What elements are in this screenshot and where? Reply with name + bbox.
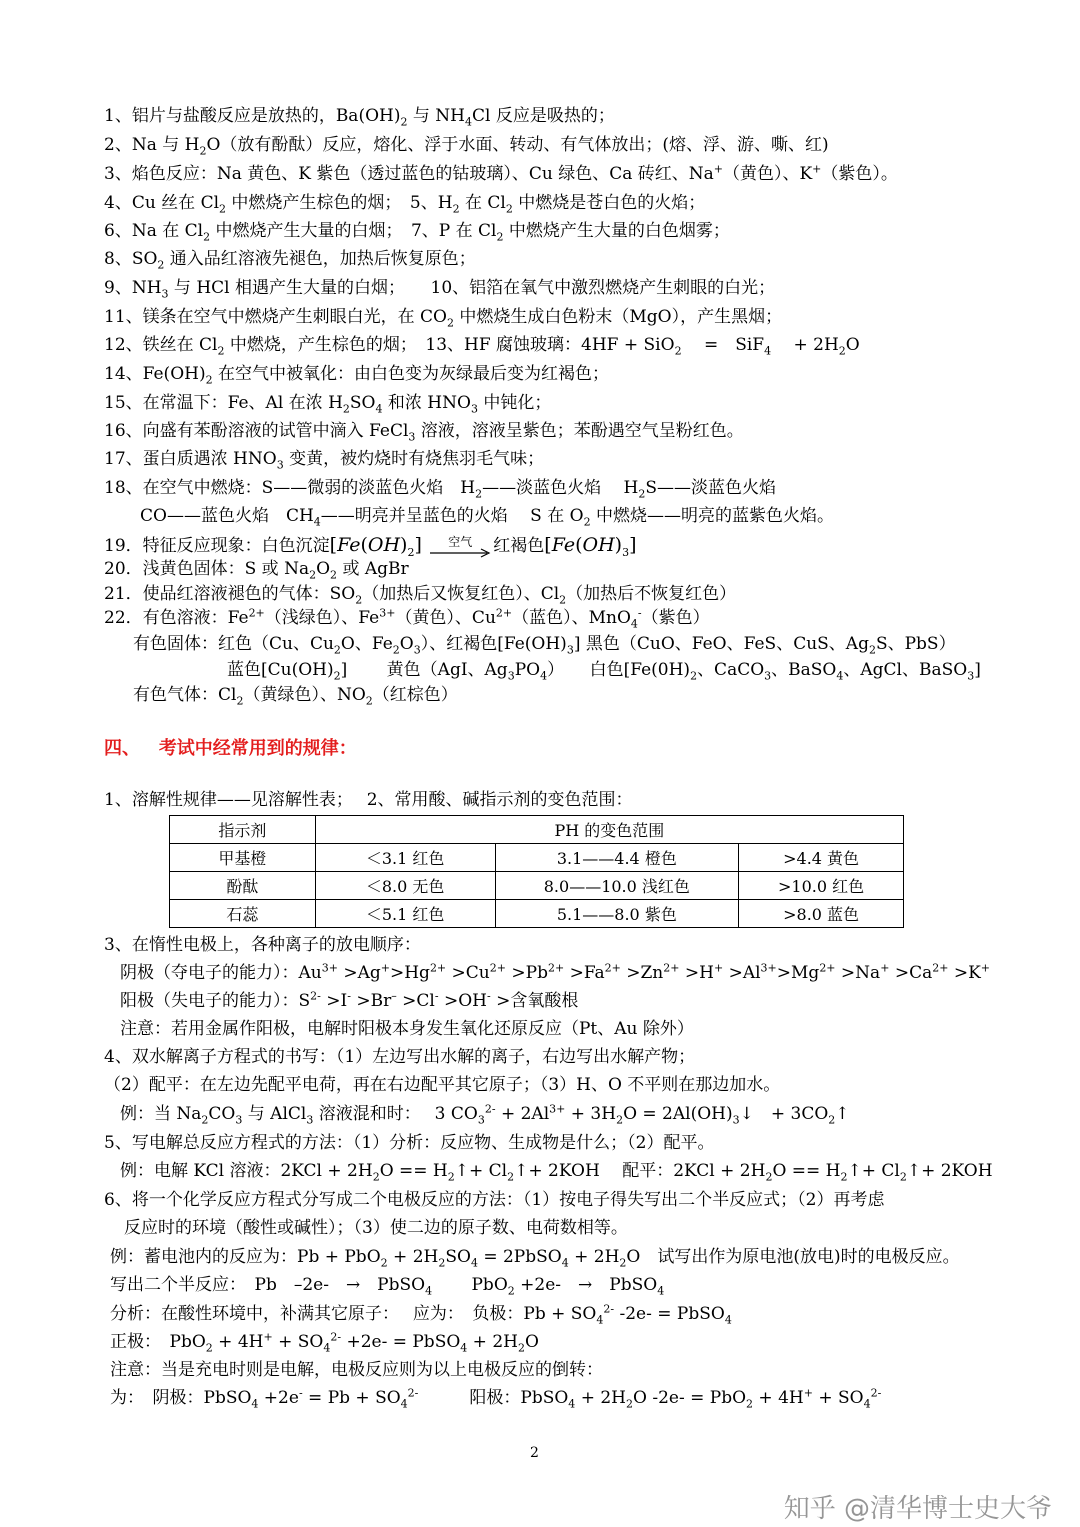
eq19-mid: 红褐色 <box>493 536 545 556</box>
text-line: 8、$SO_2$ 通入品红溶液先褪色，加热后恢复原色； <box>104 249 476 272</box>
text-line: 21．使品红溶液褪色的气体：$SO_2$（加热后又恢复红色）、$Cl_2$（加热后不恢复红色） <box>104 584 737 607</box>
text-line: （2）配平：在左边先配平电荷，再在右边配平其它原子；（3）H、O 不平则在那边加水。 <box>104 1075 781 1095</box>
table-cell: 8.0——10.0 浅红色 <box>495 872 739 900</box>
table-cell: >10.0 红色 <box>739 872 904 900</box>
table-cell: ＜3.1 红色 <box>315 844 495 872</box>
equation-line-19: 19．特征反应现象：白色沉淀$[Fe(OH)_2]$ 空气 红褐色$[Fe(OH)_3]$ <box>104 534 637 559</box>
watermark: 知乎 @清华博士史大爷 <box>783 1494 1052 1524</box>
indicator-table <box>169 815 904 928</box>
text-line: 有色气体：$Cl_2$（黄绿色）、$NO_2$（红棕色） <box>133 685 458 708</box>
text-line: 20．浅黄色固体：S 或 $Na_2O_2$ 或 AgBr <box>104 559 409 582</box>
text-line: 6、将一个化学反应方程式分写成二个电极反应的方法：（1）按电子得失写出二个半反应式；（2）再考虑 <box>104 1190 885 1210</box>
table-row <box>170 900 904 928</box>
right-arrow-icon <box>429 548 491 558</box>
table-cell: 3.1——4.4 橙色 <box>495 844 739 872</box>
text-line: 2、Na 与 $H_2O$（放有酚酞）反应，熔化、浮于水面、转动、有气体放出；(熔、浮、游、嘶、红) <box>104 135 829 158</box>
text-line: 注意：若用金属作阳极，电解时阳极本身发生氧化还原反应（Pt、Au 除外） <box>120 1019 694 1039</box>
text-line: 1、铝片与盐酸反应是放热的，$Ba(OH)_2$ 与 $NH_4Cl$ 反应是吸热的； <box>104 106 615 129</box>
table-header-row <box>170 816 904 844</box>
text-line: 有色固体：红色（Cu、$Cu_2O$、$Fe_2O_3$）、红褐色$[Fe(OH)_3]$ 黑色（CuO、FeO、FeS、CuS、$Ag_2S$、PbS） <box>133 634 956 657</box>
text-line: 14、$Fe(OH)_2$ 在空气中被氧化：由白色变为灰绿最后变为红褐色； <box>104 364 609 387</box>
text-line: 4、Cu 丝在 $Cl_2$ 中燃烧产生棕色的烟； 5、$H_2$ 在 $Cl_2$ 中燃烧是苍白色的火焰； <box>104 193 706 216</box>
text-line: 4、双水解离子方程式的书写：（1）左边写出水解的离子，右边写出水解产物； <box>104 1047 696 1067</box>
text-line: 阳极（失电子的能力）：$S^{2-} >I^- >Br^- >Cl^- >OH^-$ >含氧酸根 <box>120 989 579 1011</box>
reaction-arrow <box>429 536 491 558</box>
text-line: 反应时的环境（酸性或碱性）；（3）使二边的原子数、电荷数相等。 <box>124 1218 628 1238</box>
table-cell: ＜8.0 无色 <box>315 872 495 900</box>
table-header-cell: PH 的变色范围 <box>315 816 903 844</box>
text-line: 为： 阴极：PbSO$_4$ $+2e^- = Pb + SO_4^{2-}$ 阳极：PbSO$_4$ + $2H_2O$ $-2e- = PbO_2 + 4H^+ + SO_4^{2-}$ <box>110 1386 882 1411</box>
table-cell: 5.1——8.0 紫色 <box>495 900 739 928</box>
text-line: 例：当 $Na_2CO_3$ 与 AlCl$_3$ 溶液混和时： 3 $CO_3^{2-} + 2Al^{3+} + 3H_2O$ = $2Al(OH)_3↓$ + $3CO_2↑$ <box>120 1102 850 1127</box>
text-line: 正极： $PbO_2 + 4H^+ + SO_4^{2-} +2e-$ = PbSO$_4$ + $2H_2O$ <box>110 1330 539 1355</box>
section-heading <box>104 734 357 760</box>
text-line: 18、在空气中燃烧：S——微弱的淡蓝色火焰 $H_2——$淡蓝色火焰 $H_2S——$淡蓝色火焰 <box>104 478 776 501</box>
text-line: 阴极（夺电子的能力）：$Au^{3+} >Ag^+>Hg^{2+} >Cu^{2+} >Pb^{2+} >Fa^{2+} >Zn^{2+} >H^+ >Al^{3+}>Mg^{2+} >Na^+ >Ca^{2+} >K^+$ <box>120 961 991 983</box>
text-line: CO——蓝色火焰 $CH_4——$明亮并呈蓝色的火焰 S 在 $O_2$ 中燃烧——明亮的蓝紫色火焰。 <box>140 506 834 529</box>
section-title: 考试中经常用到的规律： <box>158 738 357 759</box>
text-line: 12、铁丝在 $Cl_2$ 中燃烧，产生棕色的烟； 13、HF 腐蚀玻璃：4HF + SiO$_2$ = SiF$_4$ + $2H_2O$ <box>104 335 860 358</box>
eq19-prefix: 19．特征反应现象：白色沉淀 <box>104 536 330 556</box>
text-line: 11、镁条在空气中燃烧产生刺眼白光，在 $CO_2$ 中燃烧生成白色粉末（MgO），产生黑烟； <box>104 307 783 330</box>
text-line: 9、$NH_3$ 与 HCl 相遇产生大量的白烟； 10、铝箔在氧气中激烈燃烧产生刺眼的白光； <box>104 278 776 301</box>
arrow-condition: 空气 <box>448 534 473 549</box>
text-line: 注意：当是充电时则是电解，电极反应则为以上电极反应的倒转： <box>110 1360 603 1380</box>
table-row <box>170 872 904 900</box>
text-line: 分析：在酸性环境中，补满其它原子： 应为： 负极：$Pb + SO_4^{2-}$ -2e- = PbSO$_4$ <box>110 1302 732 1327</box>
text-line: 蓝色$[Cu(OH)_2]$ 黄色（AgI、$Ag_3PO_4$） 白色[$Fe(0H)_2$、CaCO$_3$、BaSO$_4$、AgCl、BaSO$_3$] <box>227 660 981 683</box>
table-cell: 酚酞 <box>170 872 316 900</box>
text-line: 6、Na 在 $Cl_2$ 中燃烧产生大量的白烟； 7、P 在 $Cl_2$ 中燃烧产生大量的白色烟雾； <box>104 221 730 244</box>
table-cell: 甲基橙 <box>170 844 316 872</box>
text-line: 3、焰色反应：Na 黄色、K 紫色（透过蓝色的钴玻璃）、Cu 绿色、Ca 砖红、Na+（黄色）、K+（紫色）。 <box>104 162 898 184</box>
text-line: 写出二个半反应： Pb –2e- → PbSO$_4$ PbO$_2$ +2e- → PbSO$_4$ <box>110 1275 665 1298</box>
text-line: 例：电解 KCl 溶液：$2KCl + 2H_2O$ == $H_2↑+$ $Cl_2↑+ 2KOH$ 配平：$2KCl + 2H_2O$ == $H_2↑+$ $Cl_2↑+ 2KOH$ <box>120 1161 993 1184</box>
text-line: 16、向盛有苯酚溶液的试管中滴入 FeCl$_3$ 溶液，溶液呈紫色；苯酚遇空气呈粉红色。 <box>104 421 744 444</box>
table-cell: >8.0 蓝色 <box>739 900 904 928</box>
table-cell: ＜5.1 红色 <box>315 900 495 928</box>
table-cell: >4.4 黄色 <box>739 844 904 872</box>
text-line: 3、在惰性电极上，各种离子的放电顺序： <box>104 935 421 955</box>
section-number: 四、 <box>104 738 140 759</box>
table-cell: 石蕊 <box>170 900 316 928</box>
text-line: 5、写电解总反应方程式的方法：（1）分析：反应物、生成物是什么；（2）配平。 <box>104 1133 715 1153</box>
page-number: 2 <box>530 1445 539 1461</box>
table-header-cell: 指示剂 <box>170 816 316 844</box>
text-line: 15、在常温下：Fe、Al 在浓 $H_2SO_4$ 和浓 $HNO_3$ 中钝化； <box>104 393 552 416</box>
text-line: 17、蛋白质遇浓 $HNO_3$ 变黄，被灼烧时有烧焦羽毛气味； <box>104 449 545 472</box>
text-line: 1、溶解性规律——见溶解性表； 2、常用酸、碱指示剂的变色范围： <box>104 790 633 810</box>
text-line: 22．有色溶液：$Fe^{2+}$（浅绿色）、$Fe^{3+}$（黄色）、$Cu^{2+}$（蓝色）、MnO$_4$-（紫色） <box>104 606 710 631</box>
text-line: 例：蓄电池内的反应为：$Pb + PbO_2 + 2H_2SO_4$ = 2PbSO$_4$ + $2H_2O$ 试写出作为原电池(放电)时的电极反应。 <box>110 1247 960 1270</box>
table-row <box>170 844 904 872</box>
